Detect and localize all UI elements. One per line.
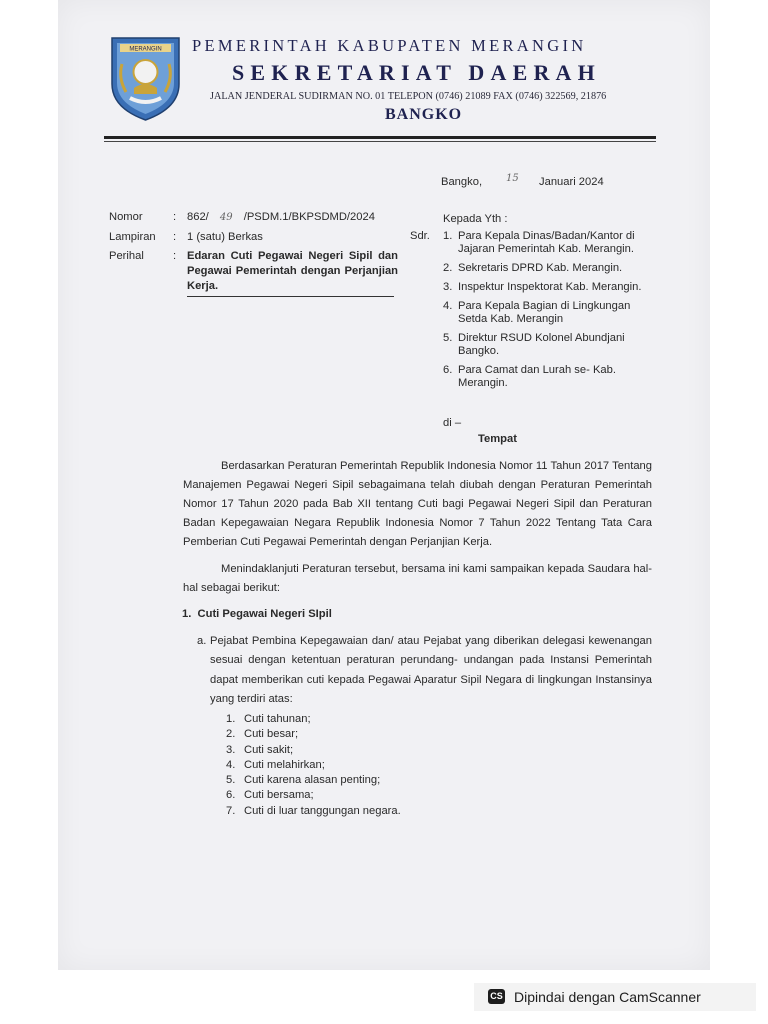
point-a-marker: a. <box>197 635 207 647</box>
salutation-sdr: Sdr. <box>410 230 430 242</box>
list-item: 5. Cuti karena alasan penting; <box>226 774 381 787</box>
perihal-colon: : <box>173 250 177 262</box>
letterhead-city: BANGKO <box>385 106 463 123</box>
point-a <box>197 632 652 709</box>
list-item: 6. Cuti bersama; <box>226 789 314 802</box>
list-item: 3. Cuti sakit; <box>226 743 294 756</box>
recipient-item: 4. Para Kepala Bagian di Lingkungan Setda Kab. Merangin <box>443 300 631 325</box>
nomor-handwritten: 49 <box>219 212 233 223</box>
recipient-item: 5. Direktur RSUD Kolonel Abundjani Bangko. <box>443 332 625 357</box>
list-item: 7. Cuti di luar tanggungan negara. <box>226 804 401 817</box>
leave-types-list <box>226 712 401 819</box>
letterhead-divider-thick <box>104 136 656 139</box>
lampiran-colon: : <box>173 231 177 243</box>
recipient-item: 3. Inspektur Inspektorat Kab. Merangin. <box>443 281 642 293</box>
recipient-item: 1. Para Kepala Dinas/Badan/Kantor di Jajaran Pemerintah Kab. Merangin. <box>443 230 635 255</box>
nomor-label: Nomor <box>109 211 143 223</box>
letterhead-divider-thin <box>104 141 656 142</box>
recipient-item: 2. Sekretaris DPRD Kab. Merangin. <box>443 262 623 274</box>
recipients-heading: Kepada Yth : <box>443 213 508 225</box>
nomor-value <box>187 210 375 225</box>
recipient-item: 6. Para Camat dan Lurah se- Kab. Merangin. <box>443 364 616 389</box>
perihal-underline <box>187 296 394 297</box>
letterhead-office-name: SEKRETARIAT DAERAH <box>232 60 601 85</box>
nomor-suffix: /PSDM.1/BKPSDMD/2024 <box>243 211 375 223</box>
letterhead-address: JALAN JENDERAL SUDIRMAN NO. 01 TELEPON (0746) 21089 FAX (0746) 322569, 21876 <box>210 91 607 102</box>
recipients-list <box>443 230 649 396</box>
nomor-prefix: 862/ <box>187 211 209 223</box>
point-a-text: Pejabat Pembina Kepegawaian dan/ atau Pejabat yang diberikan delegasi kewenangan sesuai dengan ketentuan peraturan perundang- undangan pada Instansi Pemerintah dapat memberikan cuti kepada Pegawai Aparatur Sipil Negara di lingkungan Instansinya yang terdiri atas: <box>210 635 652 705</box>
letterhead-government-name: PEMERINTAH KABUPATEN MERANGIN <box>192 36 587 55</box>
lampiran-label: Lampiran <box>109 231 156 243</box>
body-paragraph-1: Berdasarkan Peraturan Pemerintah Republik Indonesia Nomor 11 Tahun 2017 Tentang Manajemen Pegawai Negeri Sipil sebagaimana telah diubah dengan Peraturan Pemerintah Nomor 17 Tahun 2020 pada Bab XII tentang Cuti bagi Pegawai Negeri Sipil dan Peraturan Badan Kepegawaian Negara Republik Indonesia Nomor 7 Tahun 2022 Tentang Tata Cara Pemberian Cuti Pegawai Pemerintah dengan Perjanjian Kerja. <box>183 460 652 548</box>
section-heading-cuti-pns: 1. Cuti Pegawai Negeri SIpil <box>182 608 332 620</box>
body-paragraph-2: Menindaklanjuti Peraturan tersebut, bersama ini kami sampaikan kepada Saudara hal- hal sebagai berikut: <box>183 563 652 594</box>
nomor-colon: : <box>173 211 177 223</box>
list-item: 2. Cuti besar; <box>226 728 299 741</box>
list-item: 1. Cuti tahunan; <box>226 713 311 725</box>
perihal-value: Edaran Cuti Pegawai Negeri Sipil dan Pegawai Pemerintah dengan Perjanjian Kerja. <box>187 250 398 292</box>
camscanner-icon: CS <box>488 989 505 1004</box>
list-item: 4. Cuti melahirkan; <box>226 758 325 771</box>
letter-date-city: Bangko, <box>441 176 483 188</box>
perihal-label: Perihal <box>109 250 144 262</box>
merangin-regency-emblem-logo <box>108 34 183 122</box>
recipients-tempat: Tempat <box>478 433 517 445</box>
recipients-di: di – <box>443 417 462 429</box>
letter-date-month-year: Januari 2024 <box>539 176 604 188</box>
svg-text:MERANGIN: MERANGIN <box>129 46 162 53</box>
letter-date-day-handwritten: 15 <box>506 173 519 184</box>
camscanner-text: Dipindai dengan CamScanner <box>514 989 701 1005</box>
lampiran-value: 1 (satu) Berkas <box>187 231 263 243</box>
